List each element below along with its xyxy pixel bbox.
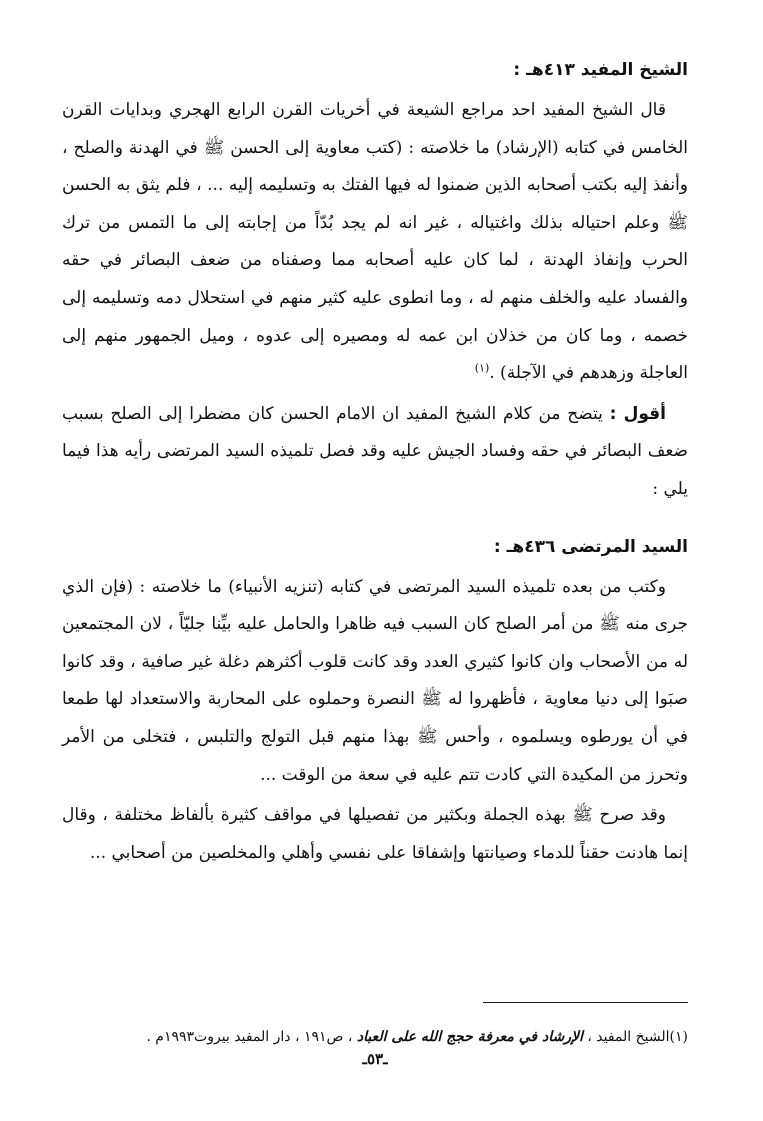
footnote-prefix: (١)الشيخ المفيد ، <box>587 1029 688 1045</box>
paragraph-text: يتضح من كلام الشيخ المفيد ان الامام الحسن كان مضطرا إلى الصلح بسبب ضعف البصائر في حقه وفساد الجيش عليه وقد فصل تلميذه السيد المرتضى رأيه هذا فيما يلي : <box>62 403 688 499</box>
footnote-suffix: ، ص١٩١ ، دار المفيد بيروت١٩٩٣م . <box>146 1029 353 1045</box>
aqul-lead: أقول : <box>609 403 666 424</box>
footnote <box>62 1026 688 1048</box>
paragraph-hasan-statement: وقد صرح ﷺ بهذه الجملة وبكثير من تفصيلها في مواقف كثيرة بألفاظ مختلفة ، وقال إنما هادنت حقناً للدماء وصيانتها وإشفاقا على نفسي وأهلي والمخلصين من أصحابي ... <box>62 805 688 863</box>
footnote-book-title: الإرشاد في معرفة حجج الله على العباد <box>356 1029 583 1045</box>
document-page <box>62 50 688 1100</box>
section-heading-mufid: الشيخ المفيد ٤١٣هـ : <box>513 60 688 80</box>
paragraph-aqul <box>62 396 688 509</box>
footnote-divider <box>483 1002 688 1003</box>
section-heading-murtada: السيد المرتضى ٤٣٦هـ : <box>493 536 688 557</box>
paragraph-text: قال الشيخ المفيد احد مراجع الشيعة في أخريات القرن الرابع الهجري وبدايات القرن الخامس في كتابه (الإرشاد) ما خلاصته : (كتب معاوية إلى الحسن ﷺ في الهدنة والصلح ، وأنفذ إليه بكتب أصحابه الذين ضمنوا له فيها الفتك به وتسليمه إليه ... ، فلم يثق به الحسن ﷺ وعلم احتياله بذلك واغتياله ، غير انه لم يجد بُدّاً من إجابته إلى ما التمس من ترك الحرب وإنفاذ الهدنة ، لما كان عليه أصحابه مما وصفناه من ضعف البصائر في حقه والفساد عليه والخلف منهم له ، وما انطوى عليه كثير منهم في استحلال دمه وتسليمه إلى خصمه ، وما كان من خذلان ابن عمه له ومصيره إلى عدوه ، وميل الجمهور منهم إلى العاجلة وزهدهم في الآجلة) . <box>62 100 688 384</box>
paragraph-murtada-quote: وكتب من بعده تلميذه السيد المرتضى في كتابه (تنزيه الأنبياء) ما خلاصته : (فإن الذي جرى منه ﷺ من أمر الصلح كان السبب فيه ظاهرا والحامل عليه بيِّنا جليّاً ، لان المجتمعين له من الأصحاب وان كانوا كثيري العدد وقد كانت قلوب أكثرهم دغلة غير صافية ، وقد كانوا صبَوا إلى دنيا معاوية ، فأظهروا له ﷺ النصرة وحملوه على المحاربة والاستعداد لها طمعا في أن يورطوه ويسلموه ، وأحس ﷺ بهذا منهم قبل التولج والتلبس ، فتخلى من الأمر وتحرز من المكيدة التي كادت تتم عليه في سعة من الوقت ... <box>62 576 688 785</box>
footnote-reference: (١) <box>474 361 490 375</box>
page-number: ـ٥٣ـ <box>362 1050 388 1068</box>
paragraph-mufid-quote <box>62 92 688 393</box>
